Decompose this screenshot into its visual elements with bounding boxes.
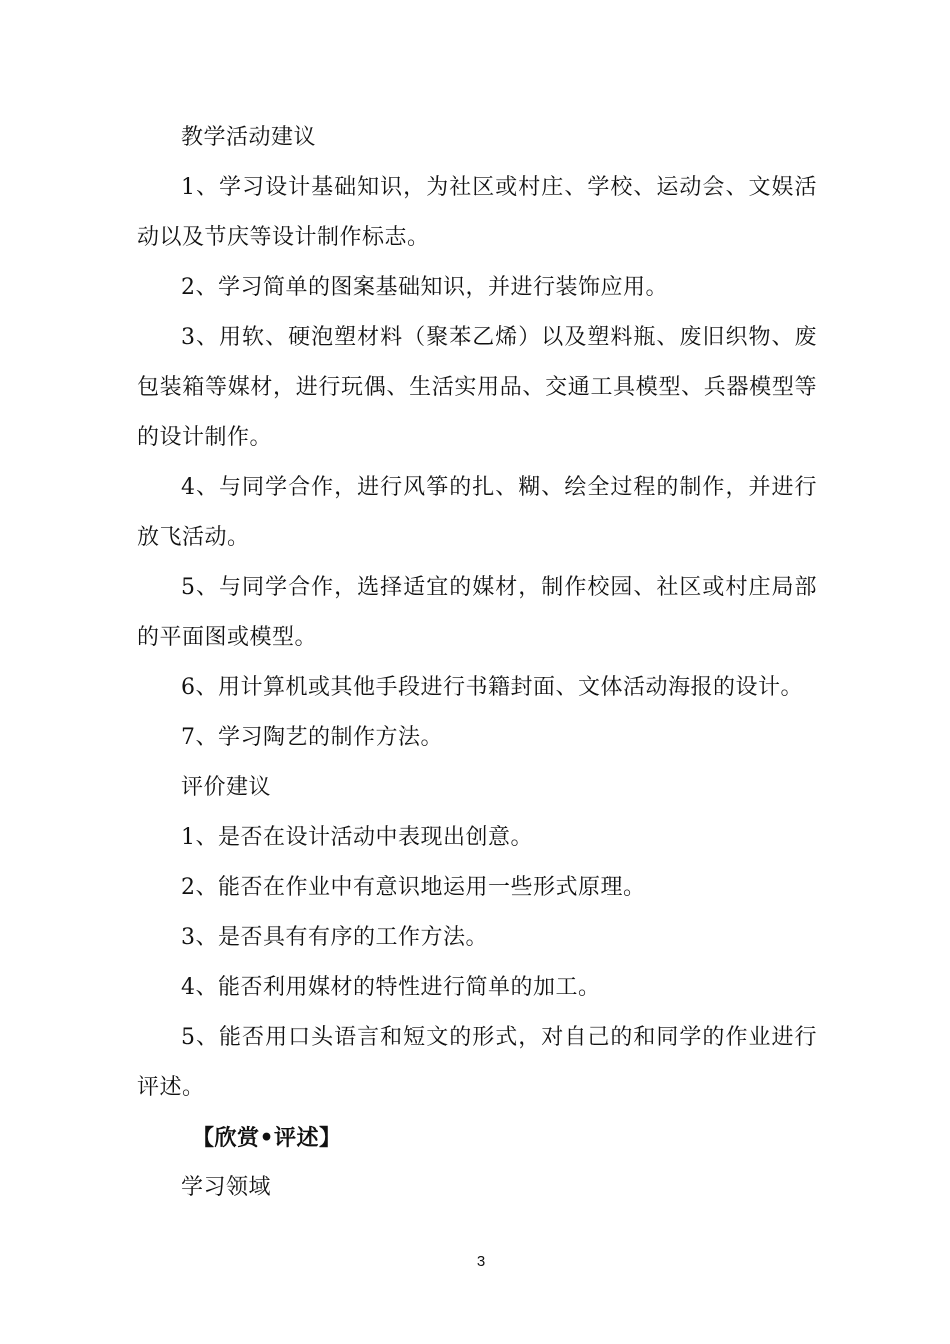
document-body xyxy=(137,113,817,1213)
teaching-item-6: 6、用计算机或其他手段进行书籍封面、文体活动海报的设计。 xyxy=(181,675,803,700)
teaching-item-2: 2、学习简单的图案基础知识，并进行装饰应用。 xyxy=(181,275,668,300)
evaluation-item-5: 5、能否用口头语言和短文的形式，对自己的和同学的作业进行评述。 xyxy=(137,1025,817,1100)
page-number: 3 xyxy=(476,1253,486,1270)
evaluation-item-2: 2、能否在作业中有意识地运用一些形式原理。 xyxy=(181,875,646,900)
appreciation-heading: 【欣赏•评述】 xyxy=(192,1125,342,1151)
learning-domain-heading: 学习领域 xyxy=(181,1175,272,1200)
teaching-item-7: 7、学习陶艺的制作方法。 xyxy=(181,725,443,750)
teaching-item-4: 4、与同学合作，进行风筝的扎、糊、绘全过程的制作，并进行放飞活动。 xyxy=(137,475,817,550)
evaluation-item-4: 4、能否利用媒材的特性进行简单的加工。 xyxy=(181,975,601,1000)
teaching-item-3: 3、用软、硬泡塑材料（聚苯乙烯）以及塑料瓶、废旧织物、废包装箱等媒材，进行玩偶、生活实用品、交通工具模型、兵器模型等的设计制作。 xyxy=(137,325,817,450)
evaluation-item-1: 1、是否在设计活动中表现出创意。 xyxy=(181,825,533,850)
teaching-item-5: 5、与同学合作，选择适宜的媒材，制作校园、社区或村庄局部的平面图或模型。 xyxy=(137,575,817,650)
evaluation-heading: 评价建议 xyxy=(181,775,272,800)
teaching-activities-heading: 教学活动建议 xyxy=(181,125,317,150)
evaluation-item-3: 3、是否具有有序的工作方法。 xyxy=(181,925,488,950)
teaching-item-1: 1、学习设计基础知识，为社区或村庄、学校、运动会、文娱活动以及节庆等设计制作标志。 xyxy=(137,175,817,250)
